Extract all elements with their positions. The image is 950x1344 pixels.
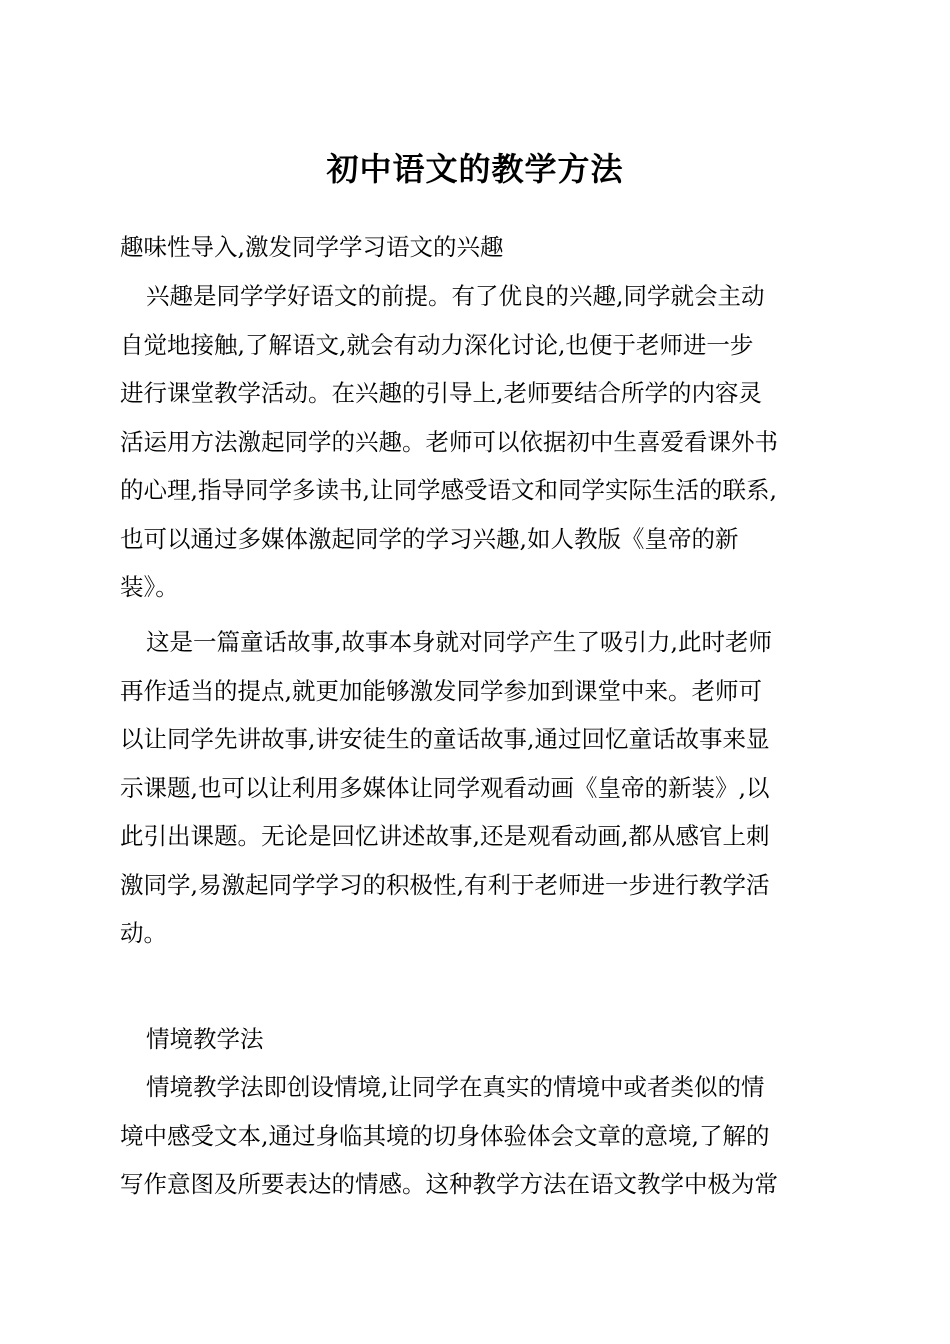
paragraph-line: 动。 bbox=[120, 919, 167, 947]
paragraph-line: 装》。 bbox=[120, 573, 179, 601]
document-title: 初中语文的教学方法 bbox=[326, 150, 624, 188]
paragraph-line: 以让同学先讲故事,讲安徒生的童话故事,通过回忆童话故事来显 bbox=[120, 725, 770, 753]
paragraph-line: 的心理,指导同学多读书,让同学感受语文和同学实际生活的联系, bbox=[120, 476, 777, 504]
paragraph-line: 再作适当的提点,就更加能够激发同学参加到课堂中来。老师可 bbox=[120, 676, 762, 705]
paragraph-line: 境中感受文本,通过身临其境的切身体验体会文章的意境,了解的 bbox=[120, 1121, 770, 1150]
paragraph-line: 这是一篇童话故事,故事本身就对同学产生了吸引力,此时老师 bbox=[146, 628, 772, 656]
section-heading-interest: 趣味性导入,激发同学学习语文的兴趣 bbox=[120, 233, 504, 261]
paragraph-line: 此引出课题。无论是回忆讲述故事,还是观看动画,都从感官上刺 bbox=[120, 822, 770, 850]
paragraph-line: 情境教学法即创设情境,让同学在真实的情境中或者类似的情 bbox=[146, 1073, 765, 1101]
paragraph-line: 自觉地接触,了解语文,就会有动力深化讨论,也便于老师进一步 bbox=[120, 330, 754, 359]
paragraph-line: 激同学,易激起同学学习的积极性,有利于老师进一步进行教学活 bbox=[120, 870, 770, 899]
paragraph-line: 兴趣是同学学好语文的前提。有了优良的兴趣,同学就会主动 bbox=[146, 282, 765, 310]
paragraph-line: 也可以通过多媒体激起同学的学习兴趣,如人教版《皇帝的新 bbox=[120, 524, 739, 553]
section-heading-situational: 情境教学法 bbox=[146, 1025, 264, 1053]
paragraph-situational bbox=[120, 1063, 840, 1209]
paragraph-line: 写作意图及所要表达的情感。这种教学方法在语文教学中极为常 bbox=[120, 1170, 778, 1198]
paragraph-line: 进行课堂教学活动。在兴趣的引导上,老师要结合所学的内容灵 bbox=[120, 379, 762, 407]
paragraph-interest bbox=[120, 272, 840, 612]
paragraph-line: 活运用方法激起同学的兴趣。老师可以依据初中生喜爱看课外书 bbox=[120, 427, 778, 456]
paragraph-fairy-tale bbox=[120, 618, 840, 958]
paragraph-line: 示课题,也可以让利用多媒体让同学观看动画《皇帝的新装》,以 bbox=[120, 773, 770, 802]
